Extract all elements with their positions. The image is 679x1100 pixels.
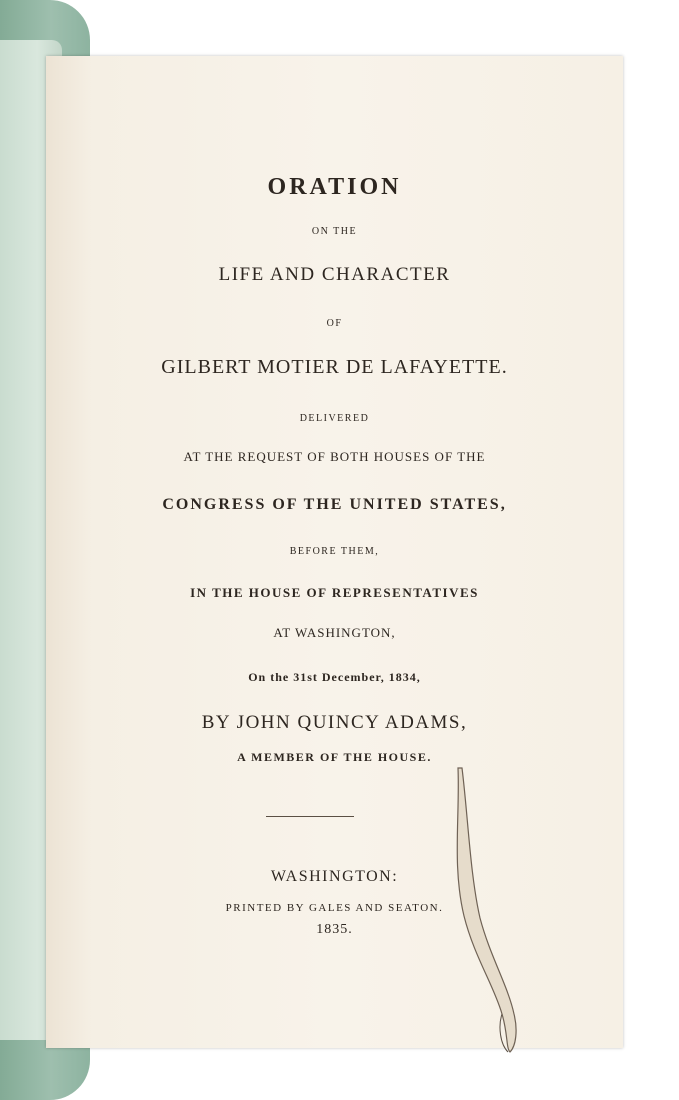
imprint-place: WASHINGTON: (270, 868, 399, 885)
divider-rule (266, 816, 354, 817)
of-line: OF (326, 318, 343, 329)
at-washington-line: AT WASHINGTON, (273, 625, 396, 640)
house-of-representatives-line: IN THE HOUSE OF REPRESENTATIVES (190, 585, 479, 600)
author-role-line: A MEMBER OF THE HOUSE. (237, 750, 432, 764)
printer-line: PRINTED BY GALES AND SEATON. (225, 902, 444, 914)
on-the-line: ON THE (311, 226, 358, 237)
subject-name: GILBERT MOTIER DE LAFAYETTE. (161, 356, 508, 378)
author-line: BY JOHN QUINCY ADAMS, (201, 712, 468, 733)
page-tear (446, 756, 536, 1056)
life-and-character-line: LIFE AND CHARACTER (218, 264, 451, 285)
date-line: On the 31st December, 1834, (248, 670, 421, 684)
year-line: 1835. (316, 922, 353, 937)
oration-heading: ORATION (267, 174, 402, 200)
request-line: AT THE REQUEST OF BOTH HOUSES OF THE (183, 449, 486, 464)
delivered-line: DELIVERED (299, 413, 370, 424)
title-page (46, 56, 623, 1048)
congress-line: CONGRESS OF THE UNITED STATES, (162, 496, 507, 513)
before-them-line: BEFORE THEM, (289, 546, 380, 557)
